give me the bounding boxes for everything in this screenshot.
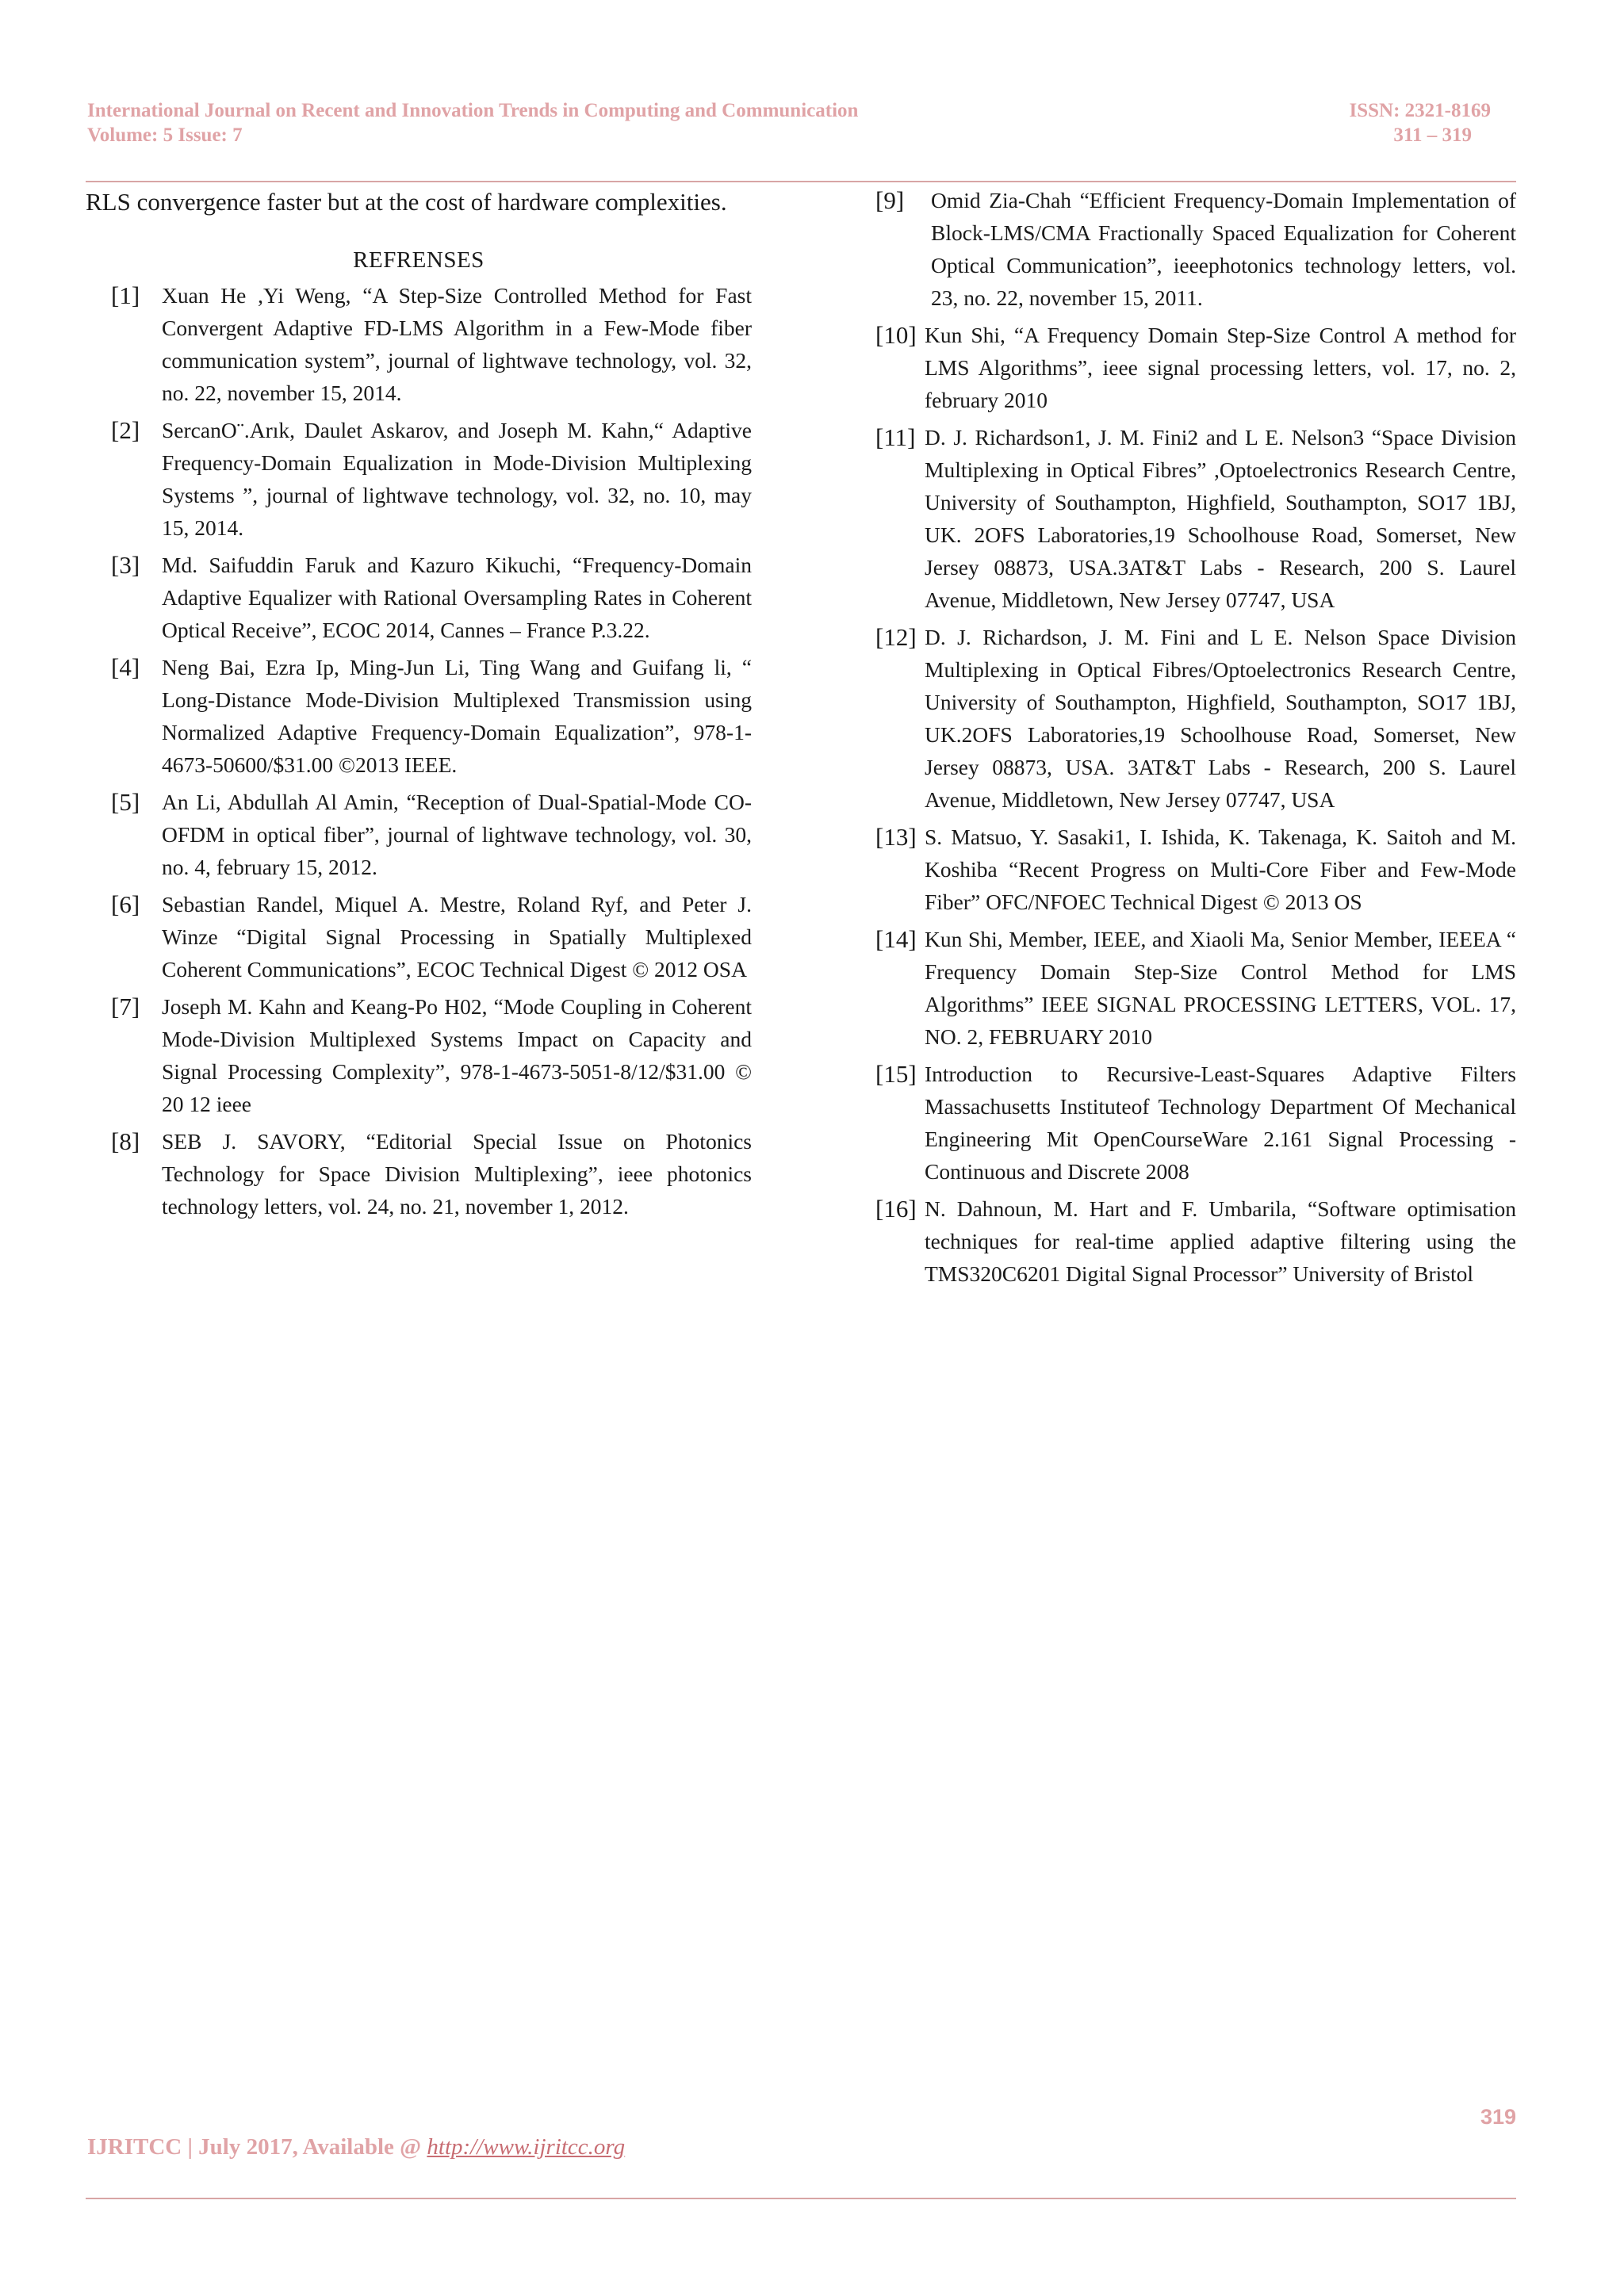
reference-item xyxy=(86,888,752,985)
reference-number: [5] xyxy=(111,788,140,816)
journal-issn: ISSN: 2321-8169 xyxy=(1349,100,1491,121)
reference-text: D. J. Richardson, J. M. Fini and L E. Nelson Space Division Multiplexing in Optical Fibres/Optoelectronics Research Centre, University of Southampton, Highfield, Southampton, SO17 1BJ, UK.2OFS Laboratories,19 Schoolhouse Road, Somerset, New Jersey 08873, USA. 3AT&T Labs - Research, 200 S. Laurel Avenue, Middletown, New Jersey 07747, USA xyxy=(925,625,1516,812)
references-heading: REFRENSES xyxy=(353,247,485,273)
footer-text: IJRITCC | July 2017, Available @ xyxy=(87,2134,427,2160)
reference-item xyxy=(875,319,1516,416)
reference-item xyxy=(86,786,752,883)
reference-number: [7] xyxy=(111,993,140,1020)
right-column xyxy=(875,184,1516,1295)
footer-link[interactable]: http://www.ijritcc.org xyxy=(427,2134,626,2160)
reference-item xyxy=(875,1192,1516,1290)
reference-number: [14] xyxy=(875,925,917,953)
reference-text: SEB J. SAVORY, “Editorial Special Issue on Photonics Technology for Space Division Multiplexing”, ieee photonics technology letters, vol. 24, no. 21, november 1, 2012. xyxy=(162,1129,752,1219)
reference-number: [15] xyxy=(875,1060,917,1088)
reference-item xyxy=(875,1058,1516,1188)
reference-text: Xuan He ,Yi Weng, “A Step-Size Controlled Method for Fast Convergent Adaptive FD-LMS Algorithm in a Few-Mode fiber communication system”, journal of lightwave technology, vol. 32, no. 22, november 15, 2014. xyxy=(162,283,752,405)
reference-item xyxy=(875,923,1516,1053)
reference-item xyxy=(86,651,752,781)
reference-number: [1] xyxy=(111,281,140,309)
reference-number: [13] xyxy=(875,823,917,851)
footer-divider xyxy=(86,2198,1516,2199)
reference-item xyxy=(86,414,752,544)
journal-issn-block xyxy=(1350,98,1492,147)
reference-text: Kun Shi, Member, IEEE, and Xiaoli Ma, Senior Member, IEEEA “ Frequency Domain Step-Size Control Method for LMS Algorithms” IEEE SIGNAL PROCESSING LETTERS, VOL. 17, NO. 2, FEBRUARY 2010 xyxy=(925,927,1516,1049)
reference-text: SercanO¨.Arık, Daulet Askarov, and Joseph M. Kahn,“ Adaptive Frequency-Domain Equalization in Mode-Division Multiplexing Systems ”, journal of lightwave technology, vol. 32, no. 10, may 15, 2014. xyxy=(162,418,752,540)
reference-number: [12] xyxy=(875,623,917,651)
reference-item xyxy=(875,821,1516,918)
reference-text: An Li, Abdullah Al Amin, “Reception of Dual-Spatial-Mode CO-OFDM in optical fiber”, journal of lightwave technology, vol. 30, no. 4, february 15, 2012. xyxy=(162,790,752,879)
journal-header xyxy=(87,98,858,147)
header-divider xyxy=(86,181,1516,182)
reference-item xyxy=(86,549,752,646)
journal-title: International Journal on Recent and Innovation Trends in Computing and Communication xyxy=(87,100,859,121)
reference-item xyxy=(875,421,1516,616)
journal-volume: Volume: 5 Issue: 7 xyxy=(87,124,243,146)
reference-text: Neng Bai, Ezra Ip, Ming-Jun Li, Ting Wang and Guifang li, “ Long-Distance Mode-Division Multiplexed Transmission using Normalized Adaptive Frequency-Domain Equalization”, 978-1-4673-50600/$31.00 ©2013 IEEE. xyxy=(162,655,752,777)
reference-number: [4] xyxy=(111,653,140,681)
reference-number: [10] xyxy=(875,321,917,349)
reference-text: S. Matsuo, Y. Sasaki1, I. Ishida, K. Takenaga, K. Saitoh and M. Koshiba “Recent Progress on Multi-Core Fiber and Few-Mode Fiber” OFC/NFOEC Technical Digest © 2013 OS xyxy=(925,825,1516,914)
reference-number: [8] xyxy=(111,1127,140,1155)
reference-text: Introduction to Recursive-Least-Squares Adaptive Filters Massachusetts Instituteof Technology Department Of Mechanical Engineering Mit OpenCourseWare 2.161 Signal Processing -Continuous and Discrete 2008 xyxy=(925,1062,1516,1184)
reference-item xyxy=(86,1125,752,1223)
reference-text: Sebastian Randel, Miquel A. Mestre, Roland Ryf, and Peter J. Winze “Digital Signal Processing in Spatially Multiplexed Coherent Communications”, ECOC Technical Digest © 2012 OSA xyxy=(162,892,752,982)
journal-pages: 311 – 319 xyxy=(1393,124,1472,146)
reference-number: [6] xyxy=(111,890,140,918)
reference-number: [11] xyxy=(875,423,916,451)
reference-text: Omid Zia-Chah “Efficient Frequency-Domain Implementation of Block-LMS/CMA Fractionally Spaced Equalization for Coherent Optical Communication”, ieeephotonics technology letters, vol. 23, no. 22, november 15, 2011. xyxy=(931,188,1516,310)
reference-item xyxy=(875,184,1516,314)
reference-text: N. Dahnoun, M. Hart and F. Umbarila, “Software optimisation techniques for real-time applied adaptive filtering using the TMS320C6201 Digital Signal Processor” University of Bristol xyxy=(925,1196,1516,1286)
reference-number: [9] xyxy=(875,186,905,214)
intro-paragraph: RLS convergence faster but at the cost of hardware complexities. xyxy=(86,188,727,216)
page-number: 319 xyxy=(1480,2105,1516,2129)
left-column xyxy=(86,184,752,1227)
reference-text: Kun Shi, “A Frequency Domain Step-Size Control A method for LMS Algorithms”, ieee signal processing letters, vol. 17, no. 2, february 2010 xyxy=(925,323,1516,412)
reference-number: [3] xyxy=(111,551,140,579)
references-list-left xyxy=(86,279,752,1223)
reference-text: D. J. Richardson1, J. M. Fini2 and L E. Nelson3 “Space Division Multiplexing in Optical Fibres” ,Optoelectronics Research Centre, University of Southampton, Highfield, Southampton, SO17 1BJ, UK. 2OFS Laboratories,19 Schoolhouse Road, Somerset, New Jersey 08873, USA.3AT&T Labs - Research, 200 S. Laurel Avenue, Middletown, New Jersey 07747, USA xyxy=(925,425,1516,612)
reference-number: [16] xyxy=(875,1195,917,1223)
references-list-right xyxy=(875,184,1516,1290)
reference-text: Joseph M. Kahn and Keang-Po H02, “Mode Coupling in Coherent Mode-Division Multiplexed Systems Impact on Capacity and Signal Processing Complexity”, 978-1-4673-5051-8/12/$31.00 © 20 12 ieee xyxy=(162,994,752,1116)
reference-number: [2] xyxy=(111,416,140,444)
reference-item xyxy=(86,279,752,409)
footer xyxy=(87,2134,625,2160)
reference-item xyxy=(875,621,1516,816)
reference-text: Md. Saifuddin Faruk and Kazuro Kikuchi, “Frequency-Domain Adaptive Equalizer with Rational Oversampling Rates in Coherent Optical Receive”, ECOC 2014, Cannes – France P.3.22. xyxy=(162,553,752,642)
reference-item xyxy=(86,990,752,1120)
